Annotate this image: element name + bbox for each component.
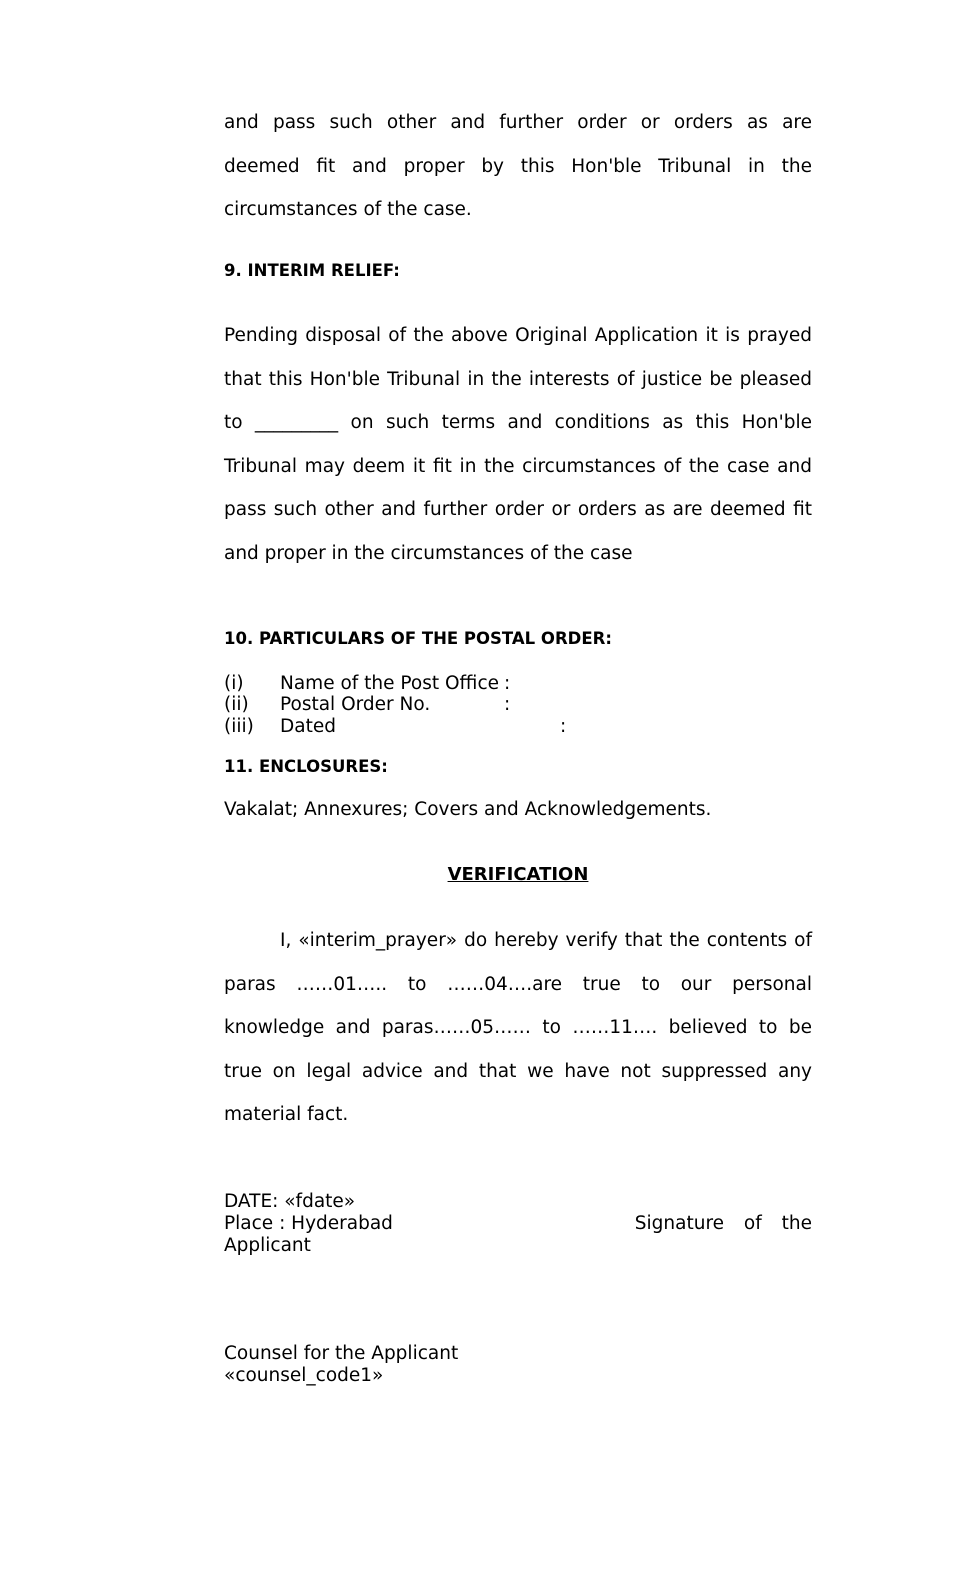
postal-order-item (224, 673, 812, 695)
postal-order-item-number: (iii) (224, 716, 254, 737)
postal-order-heading-wrap (224, 629, 812, 648)
interim-relief-heading: 9. INTERIM RELIEF: (224, 261, 400, 280)
postal-order-item-separator: : (504, 694, 511, 715)
interim-relief-line-6: and proper in the circumstances of the case (224, 542, 633, 564)
postal-order-item-number: (ii) (224, 694, 249, 715)
postal-order-item (224, 716, 812, 738)
postal-order-heading: 10. PARTICULARS OF THE POSTAL ORDER: (224, 629, 612, 648)
postal-order-item-separator: : (560, 716, 567, 737)
date-line: DATE: «fdate» (224, 1191, 356, 1212)
interim-relief-line-1: Pending disposal of the above Original Application it is prayed (224, 325, 812, 346)
interim-relief-heading-wrap (224, 261, 812, 280)
enclosures-text: Vakalat; Annexures; Covers and Acknowledgements. (224, 799, 712, 820)
interim-relief-line-4: Tribunal may deem it fit in the circumstances of the case and (224, 455, 812, 477)
verification-line-4: true on legal advice and that we have not suppressed any (224, 1060, 812, 1082)
postal-order-item-label: Postal Order No. (280, 694, 431, 715)
counsel-label: Counsel for the Applicant (224, 1343, 459, 1364)
interim-relief-line-2: that this Hon'ble Tribunal in the interests of justice be pleased (224, 368, 812, 390)
continuation-line-1: and pass such other and further order or orders as are (224, 112, 812, 133)
postal-order-item (224, 694, 812, 716)
continuation-line-3: circumstances of the case. (224, 199, 472, 220)
postal-order-item-label: Name of the Post Office (280, 673, 500, 694)
place-line: Place : Hyderabad (224, 1213, 393, 1234)
verification-line-5: material fact. (224, 1104, 349, 1125)
verification-title: VERIFICATION (447, 864, 589, 885)
verification-line-2: paras ……01….. to ……04….are true to our personal (224, 973, 812, 995)
interim-relief-paragraph (224, 314, 812, 575)
interim-relief-line-3: to _________ on such terms and conditions as this Hon'ble (224, 412, 812, 433)
verification-title-wrap (224, 864, 812, 885)
verification-line-1: I, «interim_prayer» do hereby verify that the contents of (280, 930, 812, 951)
enclosures-heading: 11. ENCLOSURES: (224, 757, 388, 776)
signature-label: Signature of the (634, 1213, 812, 1234)
postal-order-item-label: Dated (280, 716, 336, 737)
postal-order-item-number: (i) (224, 673, 244, 694)
counsel-code: «counsel_code1» (224, 1365, 384, 1386)
enclosures-heading-wrap (224, 757, 812, 776)
interim-relief-line-5: pass such other and further order or orders as are deemed fit (224, 499, 812, 520)
applicant-label: Applicant (224, 1235, 311, 1256)
verification-paragraph (224, 919, 812, 1137)
verification-line-3: knowledge and paras……05…… to ……11…. believed to be (224, 1017, 812, 1038)
continuation-line-2: deemed fit and proper by this Hon'ble Tribunal in the (224, 155, 812, 177)
continuation-paragraph (224, 101, 812, 232)
postal-order-item-separator: : (504, 673, 511, 694)
